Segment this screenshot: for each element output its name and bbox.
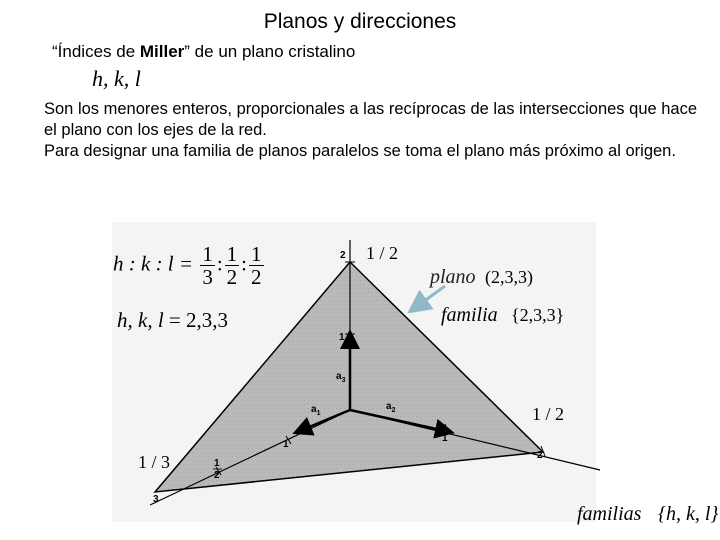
paragraph-1: Son los menores enteros, proporcionales a las recíprocas de las intersecciones que hace el plano con los ejes de la red. <box>44 100 698 139</box>
ratio-sep-2: : <box>241 251 247 276</box>
familia-value: {2,3,3} <box>511 305 565 325</box>
ratio-sep-1: : <box>216 251 223 276</box>
label-right-vertex-tick: 2 <box>537 450 543 461</box>
hkl-rhs: = 2,3,3 <box>168 308 228 332</box>
plano-value: (2,3,3) <box>485 267 533 287</box>
hkl-symbol: h, k, l <box>92 66 141 91</box>
label-up-tick: 1 <box>339 332 345 343</box>
label-left-tick2-num: 1 <box>214 458 220 469</box>
label-a3: $a_3$ <box>336 371 346 384</box>
page-title: Planos y direcciones <box>263 10 457 33</box>
label-a2: $a_2$ <box>386 401 396 414</box>
label-left-tick: 1 <box>283 439 289 450</box>
ratio-equation <box>113 243 266 288</box>
familia-word: familia <box>441 304 498 326</box>
label-left-intercept: 1 / 3 <box>138 452 171 472</box>
label-a1: $a_1$ <box>311 404 321 417</box>
fraction-l: $\frac{1}{2}$ <box>251 242 262 289</box>
hkl-lhs: h, k, l <box>117 308 164 332</box>
hkl-equation <box>117 308 228 333</box>
label-right-tick: 1 <box>442 433 448 444</box>
subtitle-before: “Índices de <box>52 42 140 61</box>
fraction-h: $\frac{1}{3}$ <box>202 242 213 289</box>
familias-word: familias <box>577 503 642 525</box>
label-left-tick2-den: 2 <box>214 470 220 481</box>
label-top-intercept: 1 / 2 <box>366 243 399 263</box>
fraction-k: $\frac{1}{2}$ <box>226 242 238 289</box>
label-top-tick: 2 <box>340 250 346 261</box>
subtitle-after: ” de un plano cristalino <box>184 42 356 61</box>
plano-word: plano <box>430 266 476 288</box>
paragraph-2: Para designar una familia de planos paralelos se toma el plano más próximo al origen. <box>44 142 676 160</box>
subtitle-bold: Miller <box>139 42 185 61</box>
label-right-intercept: 1 / 2 <box>532 404 565 424</box>
label-left-vertex-tick: 3 <box>153 494 159 505</box>
familias-value: {h, k, l} <box>658 503 719 525</box>
ratio-lhs: h : k : l = <box>113 251 194 276</box>
